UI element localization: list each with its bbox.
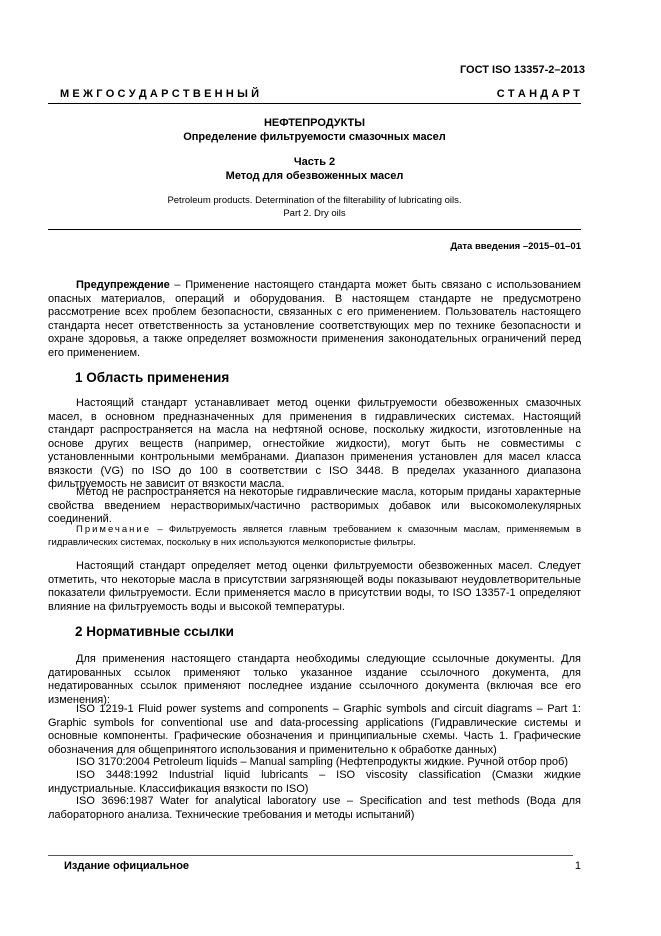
section-2-heading: 2 Нормативные ссылки <box>75 624 234 639</box>
section-2-paragraph-1: Для применения настоящего стандарта необходимы следующие ссылочные документы. Для датированных ссылок применяют только указанное издание ссылочного документа, для недатированных ссылок применяют последнее издание ссылочного документа (включая все его изменения): <box>48 653 581 706</box>
section-1-note <box>48 523 581 549</box>
reference-iso-1219-1: ISO 1219-1 Fluid power systems and components – Graphic symbols and circuit diagrams – Part 1: Graphic symbols for conventional use and data-processing applications (Гидравлические системы и основные компоненты. Графические обозначения и принципиальные схемы. Часть 1. Графические обозначения для общепринятого использования и применительно к обработке данных) <box>48 703 581 756</box>
title-line-1: НЕФТЕПРОДУКТЫ <box>263 117 366 129</box>
section-1-paragraph-3: Настоящий стандарт определяет метод оценки фильтруемости обезвоженных масел. Следует отметить, что некоторые масла в присутствии загрязняющей воды показывают неудовлетворительные показатели фильтруемости. Если применяется масло в присутствии воды, то ISO 13357-1 определяют влияние на фильтруемость воды и высокой температуры. <box>48 560 581 613</box>
date-of-introduction: Дата введения –2015–01–01 <box>450 241 581 252</box>
standard-type-banner <box>60 88 580 100</box>
standard-code: ГОСТ ISO 13357-2–2013 <box>459 64 585 76</box>
title-divider <box>48 229 581 230</box>
section-1-paragraph-2: Метод не распространяется на некоторые гидравлические масла, которым приданы характерные свойства введением нерастворимых/частично растворимых добавок или высокомолекулярных соединений. <box>48 486 581 525</box>
section-1-paragraph-1: Настоящий стандарт устанавливает метод оценки фильтруемости обезвоженных смазочных масел, в основном предназначенных для применения в гидравлических системах. Настоящий стандарт распространяется на масла на нефтяной основе, поскольку жидкости, изготовленные на основе других веществ (например, огнестойкие жидкости), могут быть не совместимы с установленными контрольными мембранами. Диапазон применения установлен для масел класса вязкости (VG) по ISO до 100 в соответствии с ISO 3448. В пределах указанного диапазона фильтруемость не зависит от вязкости масла. <box>48 397 581 490</box>
page-number: 1 <box>574 860 581 872</box>
warning-label: Предупреждение <box>76 279 170 291</box>
header-divider <box>48 103 581 104</box>
reference-iso-3170: ISO 3170:2004 Petroleum liquids – Manual sampling (Нефтепродукты жидкие. Ручной отбор проб) <box>76 756 568 768</box>
section-1-heading: 1 Область применения <box>75 370 230 385</box>
reference-iso-3696: ISO 3696:1987 Water for analytical laboratory use – Specification and test methods (Вода для лабораторного анализа. Технические требования и методы испытаний) <box>48 795 581 821</box>
title-english-line-1: Petroleum products. Determination of the filterability of lubricating oils. <box>167 195 462 206</box>
banner-word-interstate: М Е Ж Г О С У Д А Р С Т В Е Н Н Ы Й <box>60 88 260 100</box>
footer-divider <box>48 855 573 856</box>
note-label: Примечание <box>76 524 151 535</box>
title-method: Метод для обезвоженных масел <box>225 170 404 182</box>
title-line-2: Определение фильтруемости смазочных масел <box>183 131 446 143</box>
title-english-line-2: Part 2. Dry oils <box>283 208 346 219</box>
reference-iso-3448: ISO 3448:1992 Industrial liquid lubricants – ISO viscosity classification (Смазки жидкие индустриальные. Классификация вязкости по ISO) <box>48 769 581 795</box>
banner-word-standard: С Т А Н Д А Р Т <box>496 88 580 100</box>
warning-text: – Применение настоящего стандарта может быть связано с использованием опасных материалов, операций и оборудования. В настоящем стандарте не предусмотрено рассмотрение всех проблем безопасности, связанных с его применением. Пользователь настоящего стандарта несет ответственность за установление соответствующих мер по технике безопасности и охране здоровья, а также определяет возможности применения законодательных ограничений перед его применением. <box>48 279 581 359</box>
title-part: Часть 2 <box>293 156 336 168</box>
note-text: – Фильтруемость является главным требованием к смазочным маслам, применяемым в гидравлических системах, поскольку в них используются мелкопористые фильтры. <box>48 524 581 548</box>
warning-paragraph <box>48 279 581 360</box>
official-edition-label: Издание официальное <box>64 860 190 872</box>
